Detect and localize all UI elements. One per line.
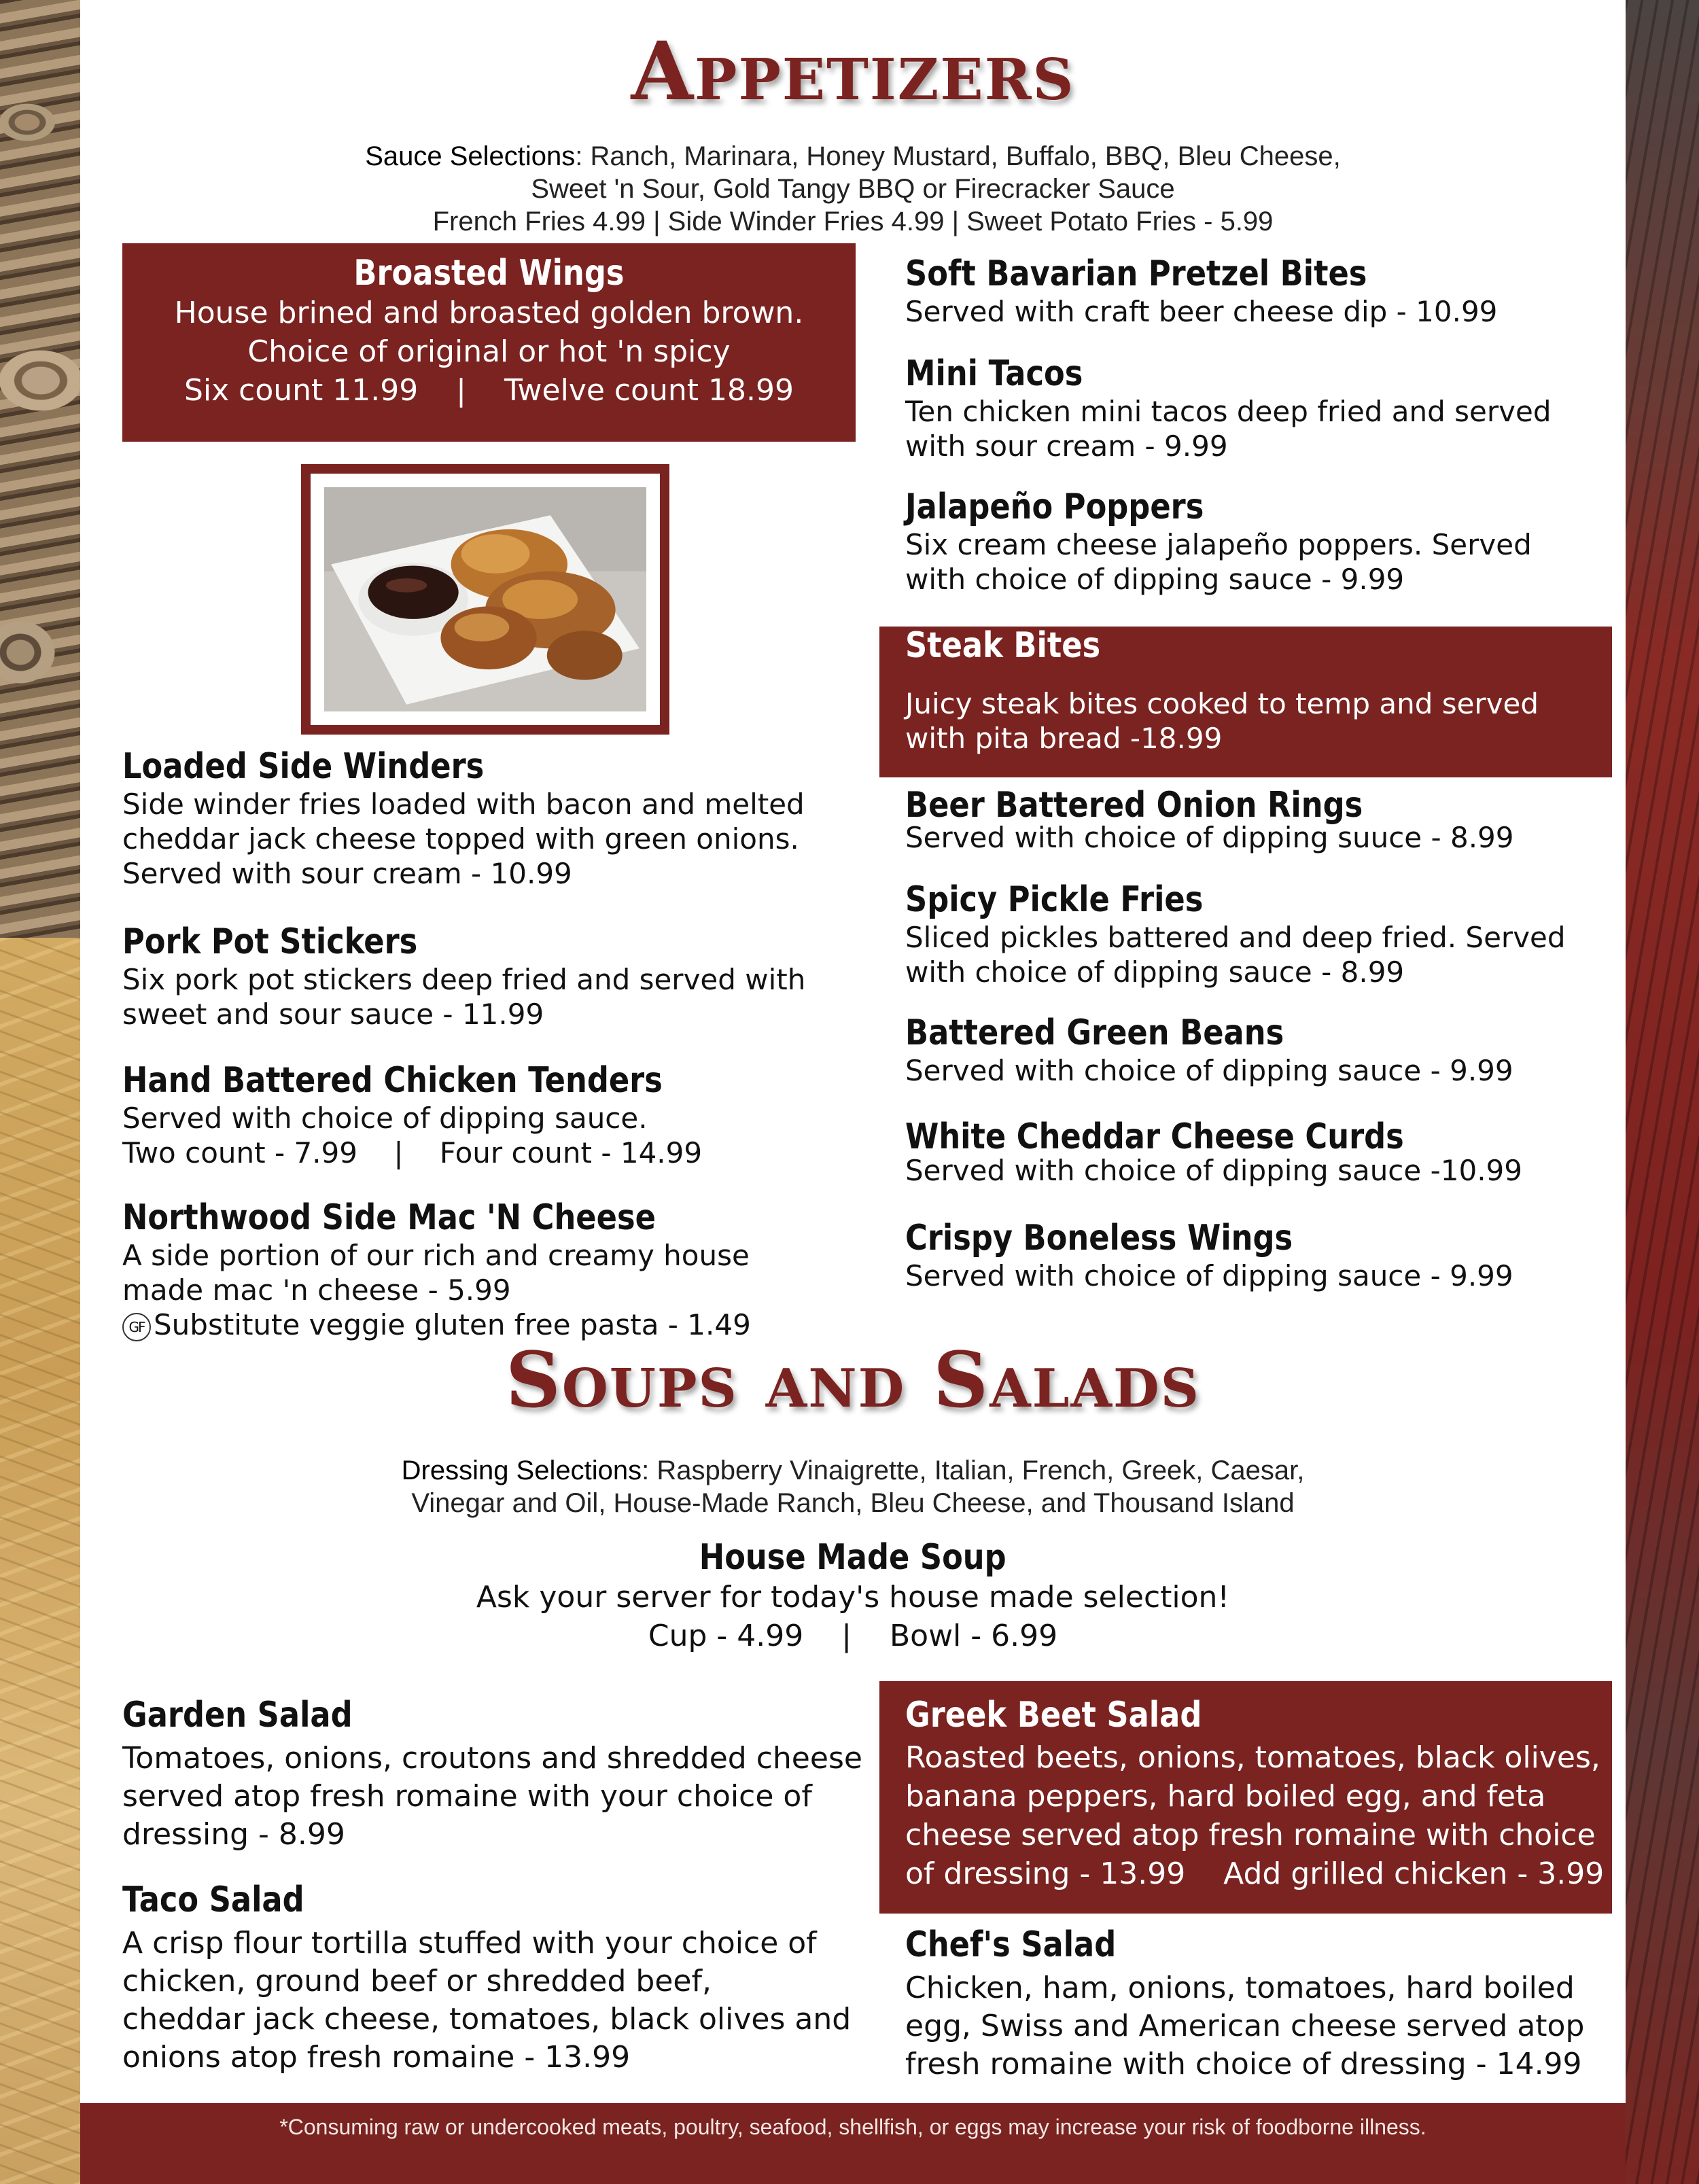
item-title: House Made Soup [699,1537,1006,1578]
item-title: Garden Salad [122,1695,353,1736]
item-desc: Ten chicken mini tacos deep fried and served [905,395,1552,428]
soups-salads-heading: Soups and Salads [505,1336,1200,1425]
item-desc: A crisp flour tortilla stuffed with your choice of [122,1926,817,1960]
menu-item-loaded-side-winders [122,746,870,891]
menu-item-spicy-pickle-fries [905,879,1612,989]
gluten-free-icon: GF [122,1313,151,1341]
item-title: Soft Bavarian Pretzel Bites [905,253,1367,294]
item-title: Spicy Pickle Fries [905,879,1204,920]
sauce-label: Sauce Selections [365,141,576,171]
dressing-label: Dressing Selections [401,1456,642,1485]
item-desc: cheddar jack cheese topped with green onions. [122,822,799,856]
menu-item-cheese-curds [905,1116,1612,1188]
menu-item-jalapeno-poppers [905,487,1612,597]
menu-item-garden-salad [122,1695,870,1854]
menu-item-green-beans [905,1012,1612,1088]
item-desc: A side portion of our rich and creamy house [122,1239,750,1272]
item-desc: banana peppers, hard boiled egg, and feta [905,1779,1546,1814]
item-desc: Chicken, ham, onions, tomatoes, hard boiled [905,1971,1575,2005]
item-desc: onions atop fresh romaine - 13.99 [122,2040,631,2075]
item-desc: Served with sour cream - 10.99 [122,857,572,890]
item-title: Broasted Wings [353,253,625,294]
item-title: Taco Salad [122,1880,304,1920]
dressing-selections [80,1454,1626,1519]
item-desc: Tomatoes, onions, croutons and shredded cheese [122,1741,862,1776]
menu-item-steak-bites [879,627,1612,777]
item-desc: dressing - 8.99 [122,1817,345,1852]
menu-item-pretzel-bites [905,253,1612,329]
item-desc: egg, Swiss and American cheese served atop [905,2009,1585,2043]
menu-item-greek-beet-salad [879,1681,1612,1914]
menu-item-mini-tacos [905,353,1612,463]
item-desc: Served with choice of dipping sauce - 9.99 [905,1054,1513,1087]
item-desc: Six pork pot stickers deep fried and served with [122,963,806,996]
item-desc: Six cream cheese jalapeño poppers. Served [905,528,1532,561]
item-desc: with sour cream - 9.99 [905,429,1228,463]
broasted-wings-box [122,243,856,442]
item-title: Northwood Side Mac 'N Cheese [122,1197,656,1238]
sauce-selections [80,140,1626,238]
item-title: Mini Tacos [905,353,1083,394]
item-title: Pork Pot Stickers [122,921,418,962]
item-desc: Choice of original or hot 'n spicy [247,334,731,369]
appetizers-heading: Appetizers [631,24,1075,118]
sauce-list-1: : Ranch, Marinara, Honey Mustard, Buffalo, BBQ, Bleu Cheese, [575,141,1341,171]
item-desc: Substitute veggie gluten free pasta - 1.49 [154,1308,751,1341]
item-desc: Served with choice of dipping sauce -10.99 [905,1154,1522,1187]
right-wood-texture [1626,0,1699,2184]
item-desc: Side winder fries loaded with bacon and melted [122,788,805,821]
item-desc: Ask your server for today's house made selection! [476,1580,1230,1615]
item-desc: House brined and broasted golden brown. [174,296,804,330]
menu-item-chefs-salad [905,1924,1612,2083]
item-desc: Served with choice of dipping sauce. [122,1102,648,1135]
item-desc: with choice of dipping sauce - 8.99 [905,955,1405,989]
left-wood-texture [0,0,80,2184]
item-desc: Served with choice of dipping suuce - 8.99 [905,821,1514,854]
item-desc: Sliced pickles battered and deep fried. Served [905,921,1566,954]
item-desc: sweet and sour sauce - 11.99 [122,998,544,1031]
wings-photo-frame [301,464,669,735]
fries-line: French Fries 4.99 | Side Winder Fries 4.99 | Sweet Potato Fries - 5.99 [432,207,1274,236]
item-title: Chef's Salad [905,1924,1117,1965]
item-desc: cheddar jack cheese, tomatoes, black olives and [122,2002,852,2037]
item-desc: Cup - 4.99 | Bowl - 6.99 [648,1619,1058,1653]
item-desc: Roasted beets, onions, tomatoes, black olives, [905,1740,1600,1775]
menu-item-mac-n-cheese [122,1197,870,1342]
sauce-list-2: Sweet 'n Sour, Gold Tangy BBQ or Firecracker Sauce [531,174,1175,204]
item-desc: chicken, ground beef or shredded beef, [122,1964,712,1998]
menu-item-onion-rings [905,785,1612,855]
dressing-list-1: : Raspberry Vinaigrette, Italian, French, Greek, Caesar, [642,1456,1305,1485]
item-desc: Two count - 7.99 | Four count - 14.99 [122,1136,703,1169]
item-desc: made mac 'n cheese - 5.99 [122,1273,511,1307]
item-desc: served atop fresh romaine with your choice of [122,1779,812,1814]
dressing-list-2: Vinegar and Oil, House-Made Ranch, Bleu Cheese, and Thousand Island [411,1488,1295,1518]
item-title: Beer Battered Onion Rings [905,785,1363,826]
item-title: Loaded Side Winders [122,746,485,787]
item-title: Hand Battered Chicken Tenders [122,1060,663,1101]
item-title: White Cheddar Cheese Curds [905,1116,1404,1157]
menu-item-taco-salad [122,1880,870,2077]
item-title: Crispy Boneless Wings [905,1218,1293,1258]
menu-item-house-soup [80,1537,1626,1655]
item-title: Steak Bites [905,625,1101,666]
item-title: Greek Beet Salad [905,1695,1202,1736]
item-desc: cheese served atop fresh romaine with choice [905,1818,1596,1852]
chicken-wings-photo [324,487,646,711]
menu-item-chicken-tenders [122,1060,870,1170]
menu-item-boneless-wings [905,1218,1612,1293]
item-title: Battered Green Beans [905,1012,1284,1053]
item-desc: Six count 11.99 | Twelve count 18.99 [183,373,794,408]
item-desc: with pita bread -18.99 [905,722,1223,755]
item-desc: fresh romaine with choice of dressing - 14.99 [905,2047,1582,2081]
item-desc: with choice of dipping sauce - 9.99 [905,563,1405,596]
foodborne-illness-disclaimer: *Consuming raw or undercooked meats, poultry, seafood, shellfish, or eggs may increase your risk of foodborne illness. [80,2103,1626,2184]
menu-page [80,0,1626,2184]
menu-item-pork-pot-stickers [122,921,870,1032]
item-desc: Served with choice of dipping sauce - 9.99 [905,1259,1513,1292]
item-desc: of dressing - 13.99 Add grilled chicken - 3.99 [905,1856,1605,1891]
item-title: Jalapeño Poppers [905,487,1204,527]
item-desc: Served with craft beer cheese dip - 10.99 [905,295,1498,328]
item-desc: Juicy steak bites cooked to temp and served [905,687,1539,720]
